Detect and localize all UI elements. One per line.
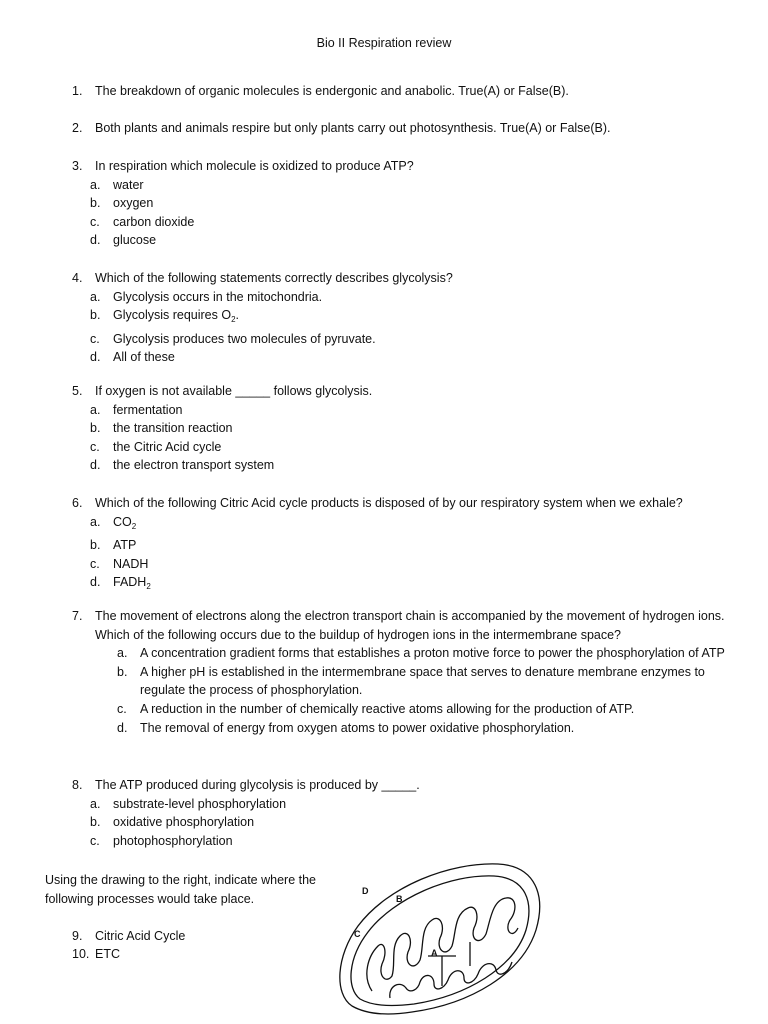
- question-text: Both plants and animals respire but only plants carry out photosynthesis. True(A) or False(B).: [95, 121, 611, 135]
- question-number: 5.: [72, 384, 83, 398]
- answer-option: [72, 536, 732, 555]
- answer-option: [72, 813, 732, 832]
- option-text: The removal of energy from oxygen atoms to power oxidative phosphorylation.: [140, 720, 575, 735]
- question-10: [72, 945, 332, 964]
- option-text: FADH: [113, 575, 147, 590]
- mitochondrion-diagram: [330, 856, 550, 1016]
- question-number: 10.: [72, 947, 90, 961]
- option-letter: d.: [90, 575, 101, 590]
- answer-options: [72, 795, 732, 851]
- option-text: All of these: [113, 350, 175, 365]
- option-letter: c.: [90, 214, 100, 229]
- answer-option: [72, 213, 732, 232]
- question-text: The ATP produced during glycolysis is produced by _____.: [95, 778, 420, 792]
- option-letter: a.: [117, 646, 128, 661]
- question-number: 6.: [72, 496, 83, 510]
- option-letter: c.: [90, 331, 100, 346]
- option-letter: d.: [90, 458, 101, 473]
- answer-option: [72, 306, 732, 330]
- option-text: water: [113, 177, 144, 192]
- option-letter: b.: [90, 196, 101, 211]
- option-suffix: .: [235, 308, 240, 323]
- answer-options: [72, 513, 732, 597]
- option-letter: a.: [90, 289, 101, 304]
- option-text: substrate-level phosphorylation: [113, 796, 287, 811]
- question-number: 8.: [72, 778, 83, 792]
- option-letter: c.: [117, 701, 127, 716]
- option-letter: c.: [90, 439, 100, 454]
- answer-options: [72, 176, 732, 250]
- answer-option: [72, 719, 732, 738]
- option-text: oxygen: [113, 196, 154, 211]
- option-text: glucose: [113, 233, 157, 248]
- answer-option: [72, 663, 732, 700]
- question-text: Citric Acid Cycle: [95, 929, 186, 943]
- question-text: ETC: [95, 947, 120, 961]
- answer-option: [72, 573, 732, 597]
- option-letter: a.: [90, 796, 101, 811]
- answer-option: [72, 231, 732, 250]
- answer-option: [72, 438, 732, 457]
- option-text: NADH: [113, 556, 149, 571]
- option-text: the transition reaction: [113, 421, 233, 436]
- option-text: A concentration gradient forms that establishes a proton motive force to power the phosphorylation of ATP: [140, 646, 725, 661]
- option-text: A reduction in the number of chemically reactive atoms allowing for the production of ATP.: [140, 701, 635, 716]
- option-text: CO: [113, 514, 132, 529]
- answer-option: [72, 795, 732, 814]
- question-8: [72, 776, 732, 850]
- question-number: 1.: [72, 84, 83, 98]
- diagram-label-c: C: [354, 929, 361, 939]
- option-letter: b.: [117, 664, 128, 679]
- option-text: A higher pH is established in the intermembrane space that serves to denature membrane enzymes to regulate the process of phosphorylation.: [140, 664, 705, 698]
- option-letter: d.: [117, 720, 128, 735]
- option-letter: c.: [90, 833, 100, 848]
- option-letter: c.: [90, 556, 100, 571]
- answer-option: [72, 419, 732, 438]
- option-text: ATP: [113, 538, 137, 553]
- option-text: the Citric Acid cycle: [113, 439, 222, 454]
- question-5: [72, 382, 732, 475]
- option-letter: a.: [90, 402, 101, 417]
- option-letter: b.: [90, 421, 101, 436]
- answer-options: [72, 288, 732, 367]
- answer-option: [72, 330, 732, 349]
- option-text: carbon dioxide: [113, 214, 195, 229]
- diagram-label-a: A: [431, 948, 438, 958]
- question-number: 2.: [72, 121, 83, 135]
- question-3: [72, 157, 732, 250]
- answer-options: [72, 644, 732, 737]
- question-text: Which of the following statements correctly describes glycolysis?: [95, 271, 453, 285]
- answer-option: [72, 401, 732, 420]
- question-7: [72, 607, 732, 737]
- page-title: Bio II Respiration review: [316, 36, 452, 50]
- question-text: The movement of electrons along the electron transport chain is accompanied by the movement of hydrogen ions. Which of the following occurs due to the buildup of hydrogen ions in the intermembrane space?: [95, 609, 725, 642]
- option-text: the electron transport system: [113, 458, 275, 473]
- answer-option: [72, 288, 732, 307]
- option-subscript: 2: [131, 521, 137, 531]
- option-letter: d.: [90, 233, 101, 248]
- option-letter: d.: [90, 350, 101, 365]
- option-letter: b.: [90, 815, 101, 830]
- answer-option: [72, 644, 732, 663]
- option-letter: a.: [90, 177, 101, 192]
- answer-option: [72, 700, 732, 719]
- drawing-instructions: Using the drawing to the right, indicate where the following processes would take place.: [45, 873, 316, 906]
- answer-option: [72, 348, 732, 367]
- question-2: [72, 119, 732, 138]
- option-text: Glycolysis produces two molecules of pyruvate.: [113, 331, 376, 346]
- question-text: In respiration which molecule is oxidized to produce ATP?: [95, 159, 414, 173]
- diagram-label-d: D: [362, 886, 369, 896]
- option-letter: b.: [90, 308, 101, 323]
- option-subscript: 2: [231, 315, 236, 325]
- question-text: If oxygen is not available _____ follows glycolysis.: [95, 384, 373, 398]
- diagram-label-b: B: [396, 894, 403, 904]
- answer-option: [72, 513, 732, 537]
- option-text: oxidative phosphorylation: [113, 815, 255, 830]
- question-1: [72, 82, 732, 101]
- option-letter: b.: [90, 538, 101, 553]
- question-9: [72, 927, 332, 946]
- question-number: 7.: [72, 609, 83, 623]
- question-number: 3.: [72, 159, 83, 173]
- option-subscript: 2: [146, 582, 151, 592]
- option-text: fermentation: [113, 402, 183, 417]
- question-number: 9.: [72, 929, 83, 943]
- question-text: The breakdown of organic molecules is endergonic and anabolic. True(A) or False(B).: [95, 84, 569, 98]
- option-text: photophosphorylation: [113, 833, 233, 848]
- question-number: 4.: [72, 271, 83, 285]
- question-text: Which of the following Citric Acid cycle products is disposed of by our respiratory system when we exhale?: [95, 496, 683, 510]
- answer-option: [72, 176, 732, 195]
- answer-options: [72, 401, 732, 475]
- option-letter: a.: [90, 514, 101, 529]
- question-6: [72, 494, 732, 597]
- answer-option: [72, 832, 732, 851]
- answer-option: [72, 194, 732, 213]
- option-text: Glycolysis requires O: [113, 308, 232, 323]
- option-text: Glycolysis occurs in the mitochondria.: [113, 289, 323, 304]
- question-4: [72, 269, 732, 367]
- answer-option: [72, 555, 732, 574]
- answer-option: [72, 456, 732, 475]
